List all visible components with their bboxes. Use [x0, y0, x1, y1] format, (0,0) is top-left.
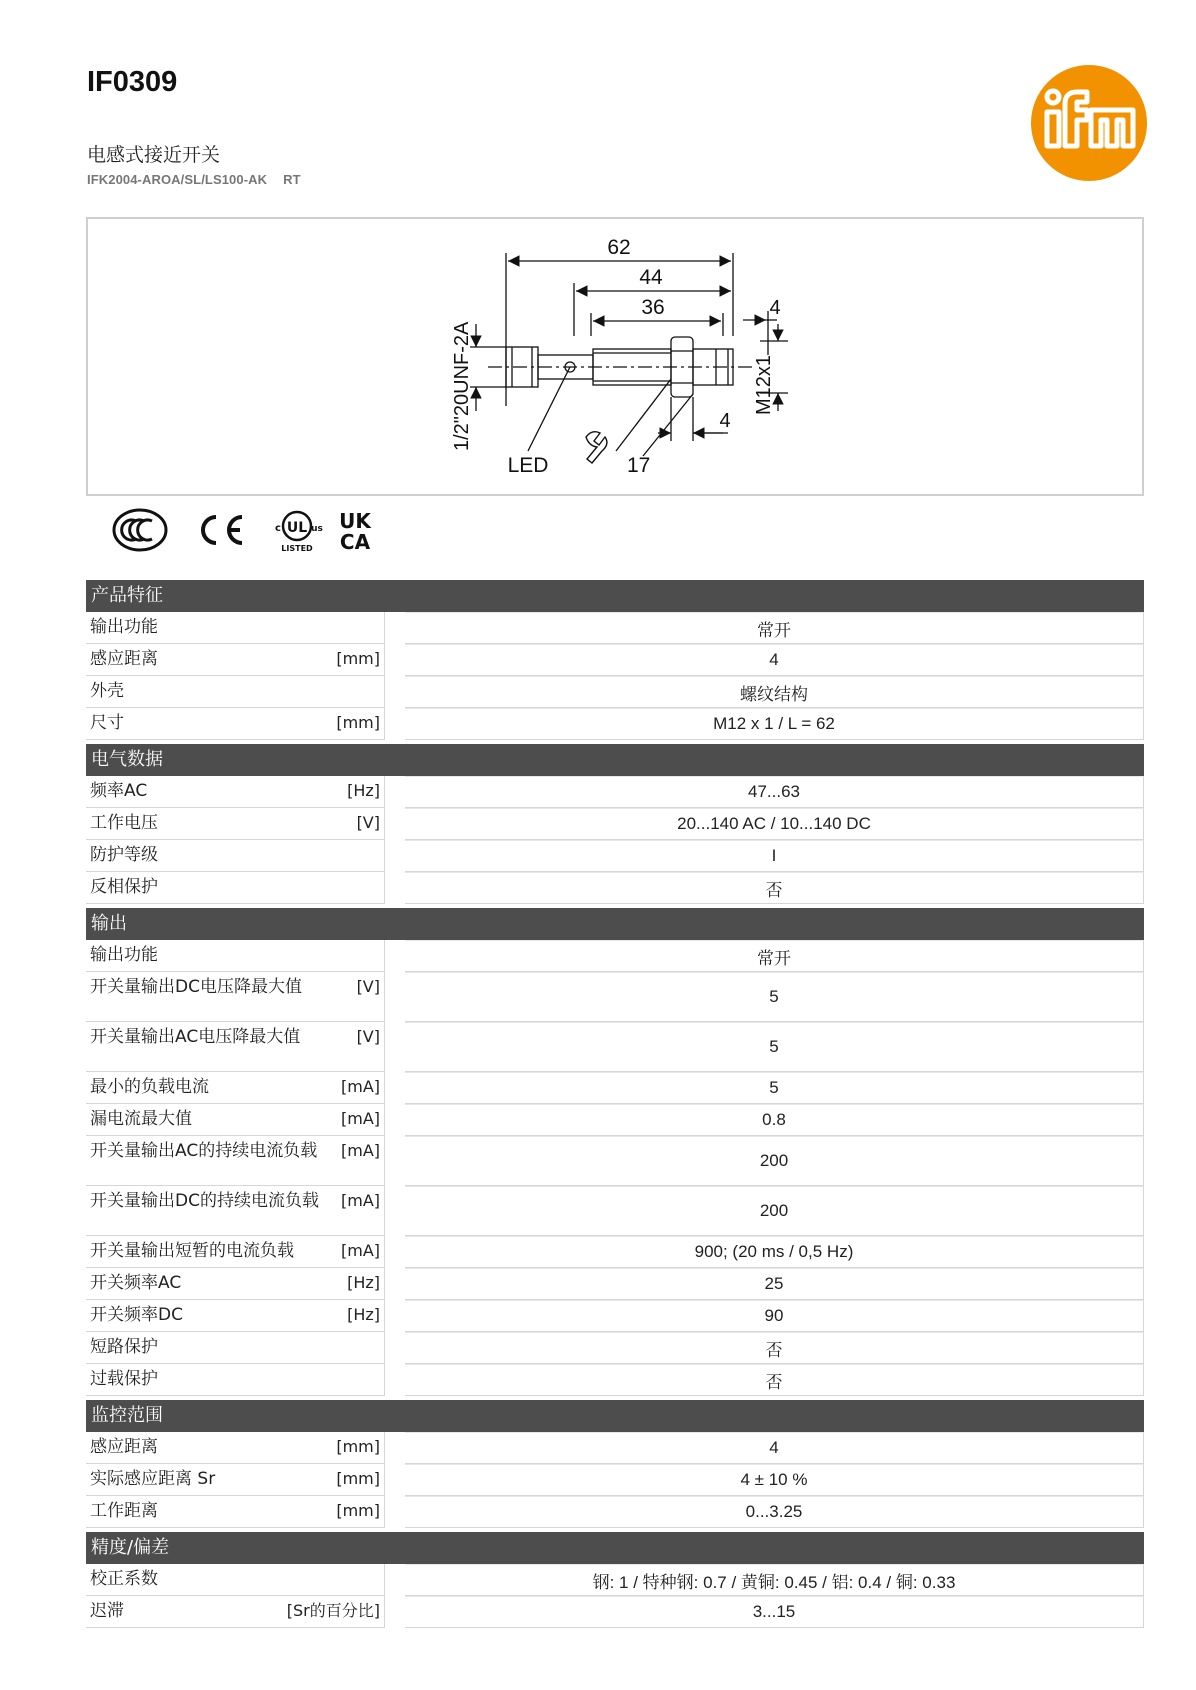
spec-value: 3...15: [405, 1596, 1144, 1628]
spec-value: 常开: [405, 612, 1144, 644]
m12-label: M12x1: [753, 354, 775, 415]
spec-label: 开关量输出AC电压降最大值: [90, 1027, 301, 1047]
spec-row: [86, 840, 1144, 872]
spec-value: 4: [405, 644, 1144, 676]
spec-row: [86, 940, 1144, 972]
spec-table: [86, 580, 1144, 1628]
spec-value: 否: [405, 872, 1144, 904]
ukca-mark-icon: [339, 509, 372, 554]
spec-label: 校正系数: [90, 1569, 158, 1589]
spec-label: 频率AC: [90, 781, 148, 801]
spec-row: [86, 708, 1144, 740]
spec-label-cell: [86, 940, 385, 972]
spec-row: [86, 644, 1144, 676]
spec-row: [86, 1072, 1144, 1104]
spec-value: 4 ± 10 %: [405, 1464, 1144, 1496]
spec-unit: [Hz]: [347, 1305, 380, 1324]
spec-row: [86, 1496, 1144, 1528]
spec-row: [86, 1464, 1144, 1496]
spec-label-cell: [86, 1136, 385, 1186]
spec-row: [86, 1136, 1144, 1186]
spec-label-cell: [86, 840, 385, 872]
spec-value: 25: [405, 1268, 1144, 1300]
spec-label: 开关频率AC: [90, 1273, 182, 1293]
order-code-suffix: RT: [283, 172, 301, 187]
spec-unit: [mA]: [340, 1109, 380, 1128]
spec-label: 实际感应距离 Sr: [90, 1469, 216, 1489]
dim-62-label: 62: [607, 236, 631, 259]
spec-row: [86, 972, 1144, 1022]
spec-value: I: [405, 840, 1144, 872]
spec-label: 最小的负载电流: [90, 1077, 209, 1097]
spec-label: 外壳: [90, 681, 124, 701]
spec-label-cell: [86, 1564, 385, 1596]
spec-label: 短路保护: [90, 1337, 158, 1357]
dim-4-top-label: 4: [769, 297, 781, 319]
spec-unit: [V]: [356, 1027, 380, 1046]
spec-unit: [mA]: [340, 1241, 380, 1260]
spec-value: 47...63: [405, 776, 1144, 808]
ukca-ca-text: CA: [339, 530, 371, 554]
spec-label-cell: [86, 1596, 385, 1628]
section-header: 输出: [86, 908, 1144, 940]
spec-unit: [Hz]: [347, 781, 380, 800]
thread-label: 1/2"20UNF-2A: [451, 321, 473, 451]
dim-36-label: 36: [641, 296, 665, 319]
ul-listed-text: LISTED: [281, 544, 313, 553]
spec-row: [86, 1596, 1144, 1628]
spec-label-cell: [86, 1464, 385, 1496]
spec-label: 尺寸: [90, 713, 124, 733]
spec-row: [86, 1022, 1144, 1072]
spec-label-cell: [86, 972, 385, 1022]
spec-unit: [Sr的百分比]: [286, 1601, 380, 1620]
spec-label: 开关频率DC: [90, 1305, 183, 1325]
spec-label: 过载保护: [90, 1369, 158, 1389]
spec-unit: [mA]: [340, 1077, 380, 1096]
product-subtitle: 电感式接近开关: [87, 144, 221, 166]
spec-row: [86, 1268, 1144, 1300]
spec-value: 钢: 1 / 特种钢: 0.7 / 黄铜: 0.45 / 铝: 0.4 / 铜: 0.33: [405, 1564, 1144, 1596]
ifm-logo-icon: [1030, 64, 1148, 182]
spec-label-cell: [86, 1300, 385, 1332]
section-header: 产品特征: [86, 580, 1144, 612]
dim-4-bottom-label: 4: [719, 410, 731, 432]
spec-row: [86, 1564, 1144, 1596]
spec-row: [86, 1332, 1144, 1364]
spec-label: 反相保护: [90, 877, 158, 897]
spec-label-cell: [86, 1236, 385, 1268]
spec-unit: [mm]: [336, 1501, 380, 1520]
spec-label: 工作距离: [90, 1501, 158, 1521]
spec-label: 开关量输出短暂的电流负载: [90, 1241, 294, 1261]
spec-row: [86, 676, 1144, 708]
spec-label-cell: [86, 808, 385, 840]
spec-label: 感应距离: [90, 649, 158, 669]
spec-unit: [mm]: [336, 1469, 380, 1488]
spec-label-cell: [86, 1186, 385, 1236]
spec-label: 开关量输出DC的持续电流负载: [90, 1191, 319, 1211]
spec-value: 否: [405, 1364, 1144, 1396]
spec-row: [86, 1300, 1144, 1332]
spec-value: 5: [405, 972, 1144, 1022]
spec-value: 0.8: [405, 1104, 1144, 1136]
spec-value: M12 x 1 / L = 62: [405, 708, 1144, 740]
spec-label: 开关量输出AC的持续电流负载: [90, 1141, 318, 1161]
led-label: LED: [507, 454, 549, 477]
spec-unit: [mA]: [340, 1191, 380, 1210]
spec-label-cell: [86, 1268, 385, 1300]
spec-label: 迟滞: [90, 1601, 124, 1621]
spec-unit: [V]: [356, 977, 380, 996]
spec-unit: [V]: [356, 813, 380, 832]
spec-label-cell: [86, 1022, 385, 1072]
spec-label-cell: [86, 1104, 385, 1136]
spec-label-cell: [86, 1332, 385, 1364]
ccc-mark-icon: [114, 510, 166, 550]
spec-label: 开关量输出DC电压降最大值: [90, 977, 302, 997]
spec-row: [86, 1364, 1144, 1396]
spec-label-cell: [86, 1432, 385, 1464]
spec-label-cell: [86, 1072, 385, 1104]
spec-label: 感应距离: [90, 1437, 158, 1457]
ul-c-text: c: [275, 523, 281, 534]
section-header: 电气数据: [86, 744, 1144, 776]
svg-text:UL: UL: [286, 520, 308, 536]
ul-us-text: us: [311, 524, 323, 534]
spec-value: 常开: [405, 940, 1144, 972]
spec-value: 螺纹结构: [405, 676, 1144, 708]
spec-label: 工作电压: [90, 813, 158, 833]
product-title: IF0309: [87, 66, 178, 98]
ul-listed-icon: [275, 512, 323, 553]
spec-value: 否: [405, 1332, 1144, 1364]
spec-row: [86, 612, 1144, 644]
spec-value: 5: [405, 1072, 1144, 1104]
order-code-main: IFK2004-AROA/SL/LS100-AK: [87, 172, 268, 187]
spec-label-cell: [86, 872, 385, 904]
spec-label-cell: [86, 612, 385, 644]
spec-label: 输出功能: [90, 617, 158, 637]
spec-value: 5: [405, 1022, 1144, 1072]
spec-label-cell: [86, 644, 385, 676]
order-code: [87, 172, 301, 187]
spec-value: 900; (20 ms / 0,5 Hz): [405, 1236, 1144, 1268]
wrench-size-label: 17: [627, 454, 651, 477]
spec-unit: [mA]: [340, 1141, 380, 1160]
spec-label-cell: [86, 1364, 385, 1396]
spec-label: 漏电流最大值: [90, 1109, 192, 1129]
spec-row: [86, 1432, 1144, 1464]
section-header: 精度/偏差: [86, 1532, 1144, 1564]
spec-label-cell: [86, 708, 385, 740]
spec-value: 200: [405, 1136, 1144, 1186]
spec-value: 90: [405, 1300, 1144, 1332]
spec-label-cell: [86, 776, 385, 808]
ce-mark-icon: [203, 517, 242, 543]
spec-row: [86, 776, 1144, 808]
spec-unit: [mm]: [336, 649, 380, 668]
spec-value: 4: [405, 1432, 1144, 1464]
spec-row: [86, 1186, 1144, 1236]
spec-row: [86, 1236, 1144, 1268]
spec-value: 200: [405, 1186, 1144, 1236]
spec-value: 20...140 AC / 10...140 DC: [405, 808, 1144, 840]
spec-unit: [Hz]: [347, 1273, 380, 1292]
ukca-uk-text: UK: [339, 509, 371, 533]
spec-row: [86, 872, 1144, 904]
certification-marks: [110, 505, 410, 555]
spec-label-cell: [86, 676, 385, 708]
spec-label-cell: [86, 1496, 385, 1528]
spec-label: 防护等级: [90, 845, 158, 865]
dim-44-label: 44: [639, 266, 663, 289]
spec-unit: [mm]: [336, 713, 380, 732]
spec-row: [86, 1104, 1144, 1136]
section-header: 监控范围: [86, 1400, 1144, 1432]
spec-value: 0...3.25: [405, 1496, 1144, 1528]
dimension-drawing: [86, 217, 1144, 496]
spec-row: [86, 808, 1144, 840]
spec-label: 输出功能: [90, 945, 158, 965]
spec-unit: [mm]: [336, 1437, 380, 1456]
